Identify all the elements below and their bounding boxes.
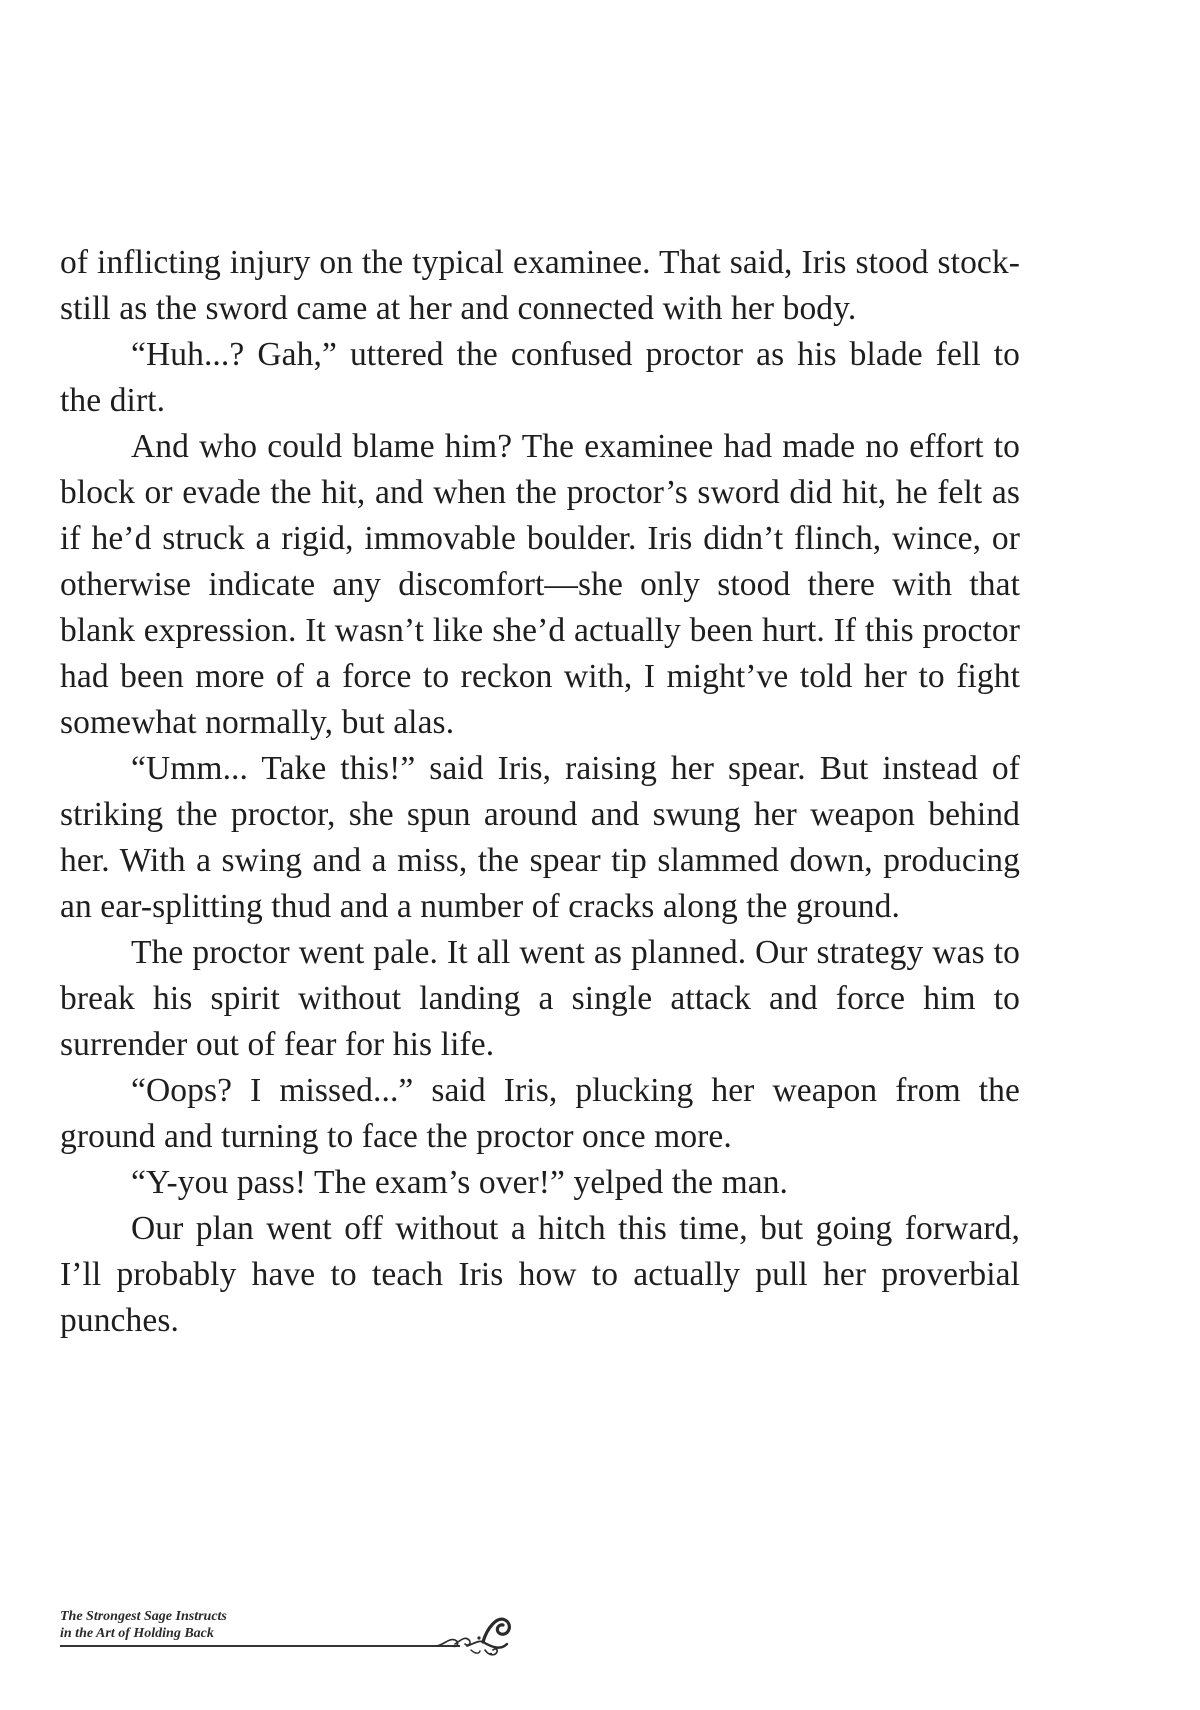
paragraph-1: of inflicting injury on the typical examinee. That said, Iris stood stock-still as the sword came at her and connected with her body. xyxy=(60,244,1020,327)
footer-rule xyxy=(60,1645,460,1647)
paragraph-7: “Y-you pass! The exam’s over!” yelped the man. xyxy=(131,1164,789,1201)
paragraph-6: “Oops? I missed...” said Iris, plucking her weapon from the ground and turning to face the proctor once more. xyxy=(60,1072,1020,1155)
paragraph-3: And who could blame him? The examinee had made no effort to block or evade the hit, and when the proctor’s sword did hit, he felt as if he’d struck a rigid, immovable boulder. Iris didn’t flinch, wince, or otherwise indicate any discomfort—she only stood there with that blank expression. It wasn’t like she’d actually been hurt. If this proctor had been more of a force to reckon with, I might’ve told her to fight somewhat normally, but alas. xyxy=(60,428,1020,741)
paragraph-5: The proctor went pale. It all went as planned. Our strategy was to break his spirit without landing a single attack and force him to surrender out of fear for his life. xyxy=(60,934,1020,1063)
page-footer xyxy=(60,1608,580,1668)
footer-title-line-2: in the Art of Holding Back xyxy=(60,1626,214,1641)
footer-title-line-1: The Strongest Sage Instructs xyxy=(60,1609,227,1624)
paragraph-8: Our plan went off without a hitch this time, but going forward, I’ll probably have to teach Iris how to actually pull her proverbial punches. xyxy=(60,1210,1020,1339)
page-body-text xyxy=(60,240,1020,1344)
paragraph-2: “Huh...? Gah,” uttered the confused proctor as his blade fell to the dirt. xyxy=(60,336,1020,419)
paragraph-4: “Umm... Take this!” said Iris, raising her spear. But instead of striking the proctor, she spun around and swung her weapon behind her. With a swing and a miss, the spear tip slammed down, producing an ear-splitting thud and a number of cracks along the ground. xyxy=(60,750,1020,925)
footer-book-title xyxy=(60,1608,227,1642)
flourish-ornament-icon xyxy=(435,1610,530,1660)
